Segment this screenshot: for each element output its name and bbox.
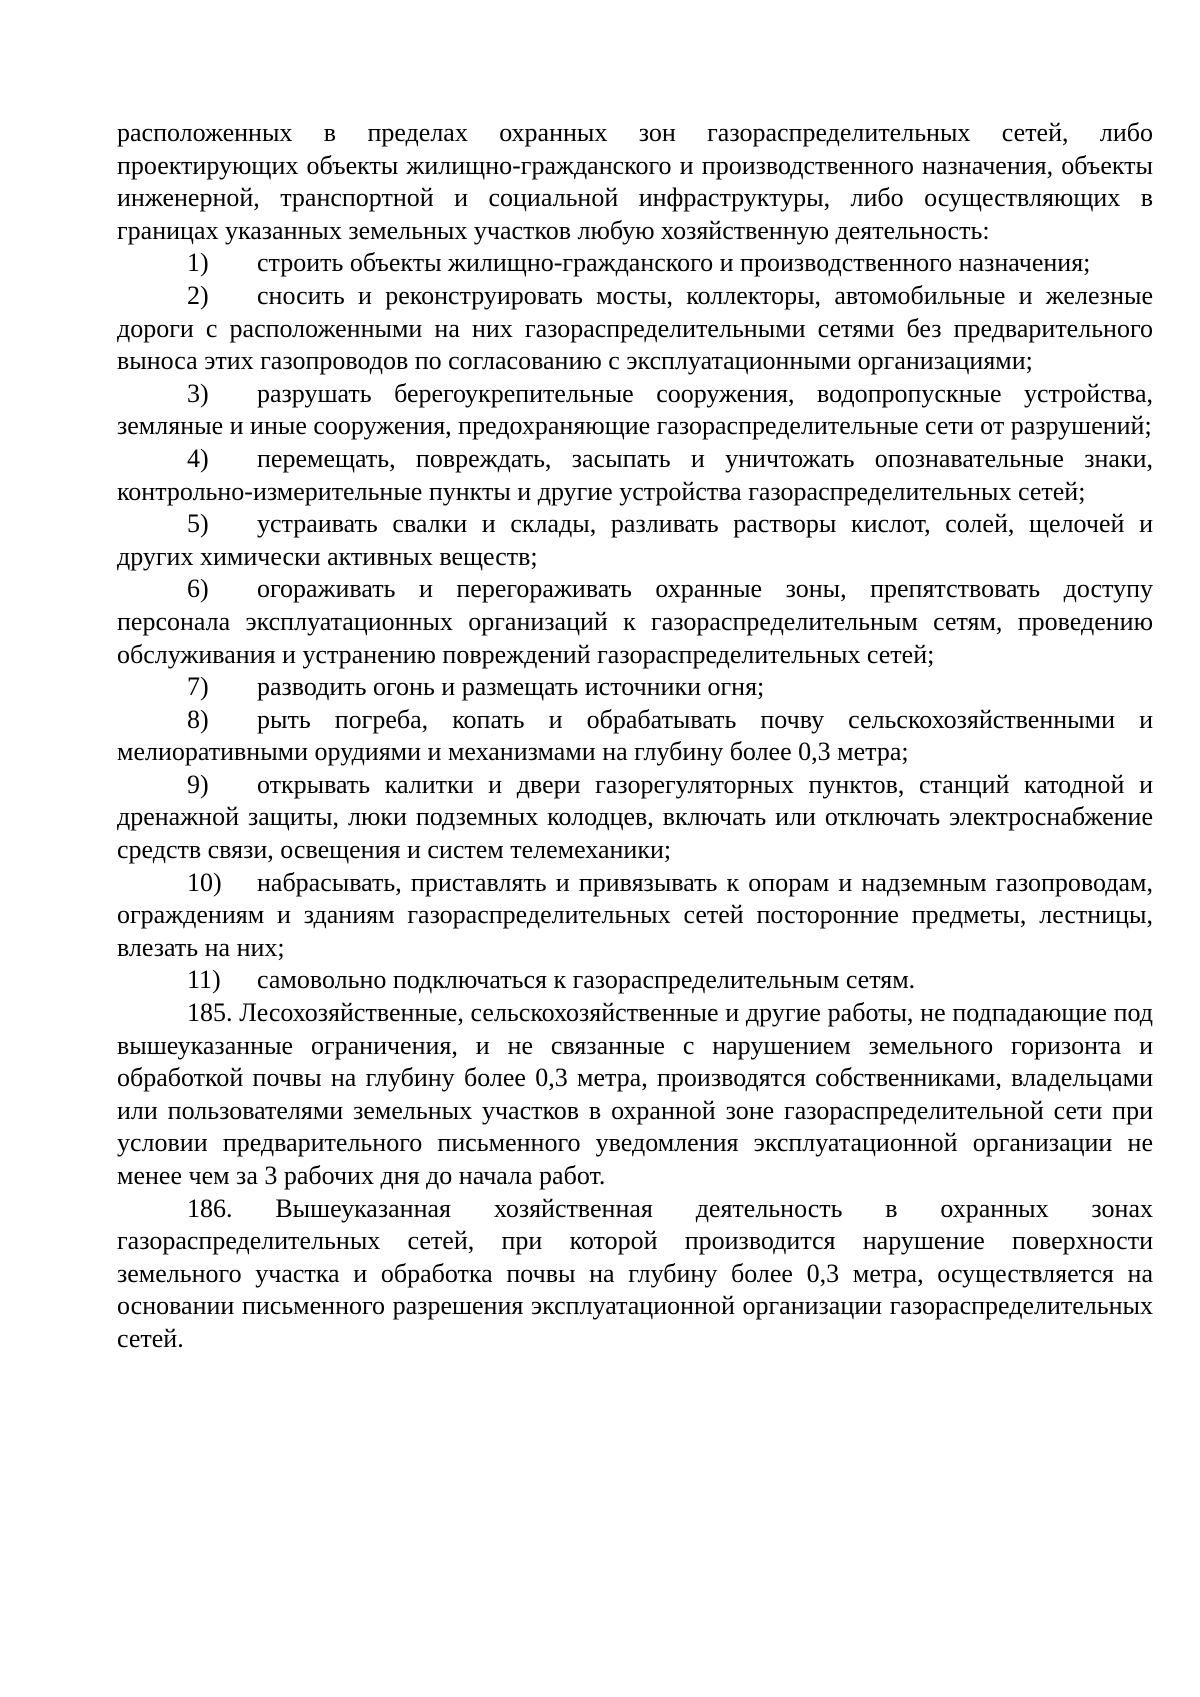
list-item [117,867,1153,965]
list-item [117,280,1153,378]
item-number: 7) [187,672,209,702]
item-text: рыть погреба, копать и обрабатывать почву сельскохозяйственными и мелиоративными орудиями и механизмами на глубину более 0,3 метра; [117,704,1153,767]
item-number: 3) [187,378,209,408]
item-number: 6) [187,574,209,604]
clause-number: 185. [187,998,233,1028]
item-number: 1) [187,248,209,278]
list-item [117,508,1153,573]
item-number: 2) [187,280,209,310]
item-text: перемещать, повреждать, засыпать и уничтожать опознавательные знаки, контрольно-измерительные пункты и другие устройства газораспределительных сетей; [117,443,1153,506]
list-item [117,247,1153,280]
item-text: устраивать свалки и склады, разливать растворы кислот, солей, щелочей и других химически активных веществ; [117,509,1153,571]
item-number: 4) [187,443,209,473]
clause-text: Лесохозяйственные, сельскохозяйственные и другие работы, не подпадающие под вышеуказанные ограничения, и не связанные с нарушением земельного горизонта и обработкой почвы на глубину более 0,3 метра, производятся собственниками, владельцами или пользователями земельных участков в охранной зоне газораспределительной сети при условии предварительного письменного уведомления эксплуатационной организации не менее чем за 3 рабочих дня до начала работ. [117,998,1153,1190]
clause-185 [117,997,1153,1193]
item-text: самовольно подключаться к газораспределительным сетям. [257,965,916,995]
list-item [117,769,1153,867]
item-text: строить объекты жилищно-гражданского и производственного назначения; [257,248,1091,278]
intro-paragraph: расположенных в пределах охранных зон газораспределительных сетей, либо проектирующих объекты жилищно-гражданского и производственного назначения, объекты инженерной, транспортной и социальной инфраструктуры, либо осуществляющих в границах указанных земельных участков любую хозяйственную деятельность: [117,118,1153,245]
item-number: 9) [187,769,209,799]
list-item [117,964,1153,997]
item-text: набрасывать, приставлять и привязывать к опорам и надземным газопроводам, ограждениям и зданиям газораспределительных сетей посторонние предметы, лестницы, влезать на них; [117,867,1153,962]
item-text: открывать калитки и двери газорегуляторных пунктов, станций катодной и дренажной защиты, люки подземных колодцев, включать или отключать электроснабжение средств связи, освещения и систем телемеханики; [117,769,1153,865]
list-item [117,443,1153,508]
list-item [117,671,1153,704]
item-text: разводить огонь и размещать источники огня; [257,672,765,702]
item-text: сносить и реконструировать мосты, коллекторы, автомобильные и железные дороги с расположенными на них газораспределительными сетями без предварительного выноса этих газопроводов по согласованию с эксплуатационными организациями; [117,280,1153,376]
list-item [117,704,1153,769]
document-page [117,117,1153,1356]
item-number: 11) [187,965,221,995]
clause-186 [117,1193,1153,1356]
list-item [117,573,1153,671]
item-text: огораживать и перегораживать охранные зоны, препятствовать доступу персонала эксплуатационных организаций к газораспределительным сетям, проведению обслуживания и устранению повреждений газораспределительных сетей; [117,574,1153,669]
clause-number: 186. [187,1193,233,1223]
clause-text: Вышеуказанная хозяйственная деятельность в охранных зонах газораспределительных сетей, при которой производится нарушение поверхности земельного участка и обработка почвы на глубину более 0,3 метра, осуществляется на основании письменного разрешения эксплуатационной организации газораспределительных сетей. [117,1193,1154,1353]
item-text: разрушать берегоукрепительные сооружения, водопропускные устройства, земляные и иные сооружения, предохраняющие газораспределительные сети от разрушений; [117,378,1153,441]
item-number: 5) [187,509,209,539]
item-number: 10) [187,867,222,897]
prohibitions-list [117,247,1153,997]
list-item [117,378,1153,443]
item-number: 8) [187,704,209,734]
